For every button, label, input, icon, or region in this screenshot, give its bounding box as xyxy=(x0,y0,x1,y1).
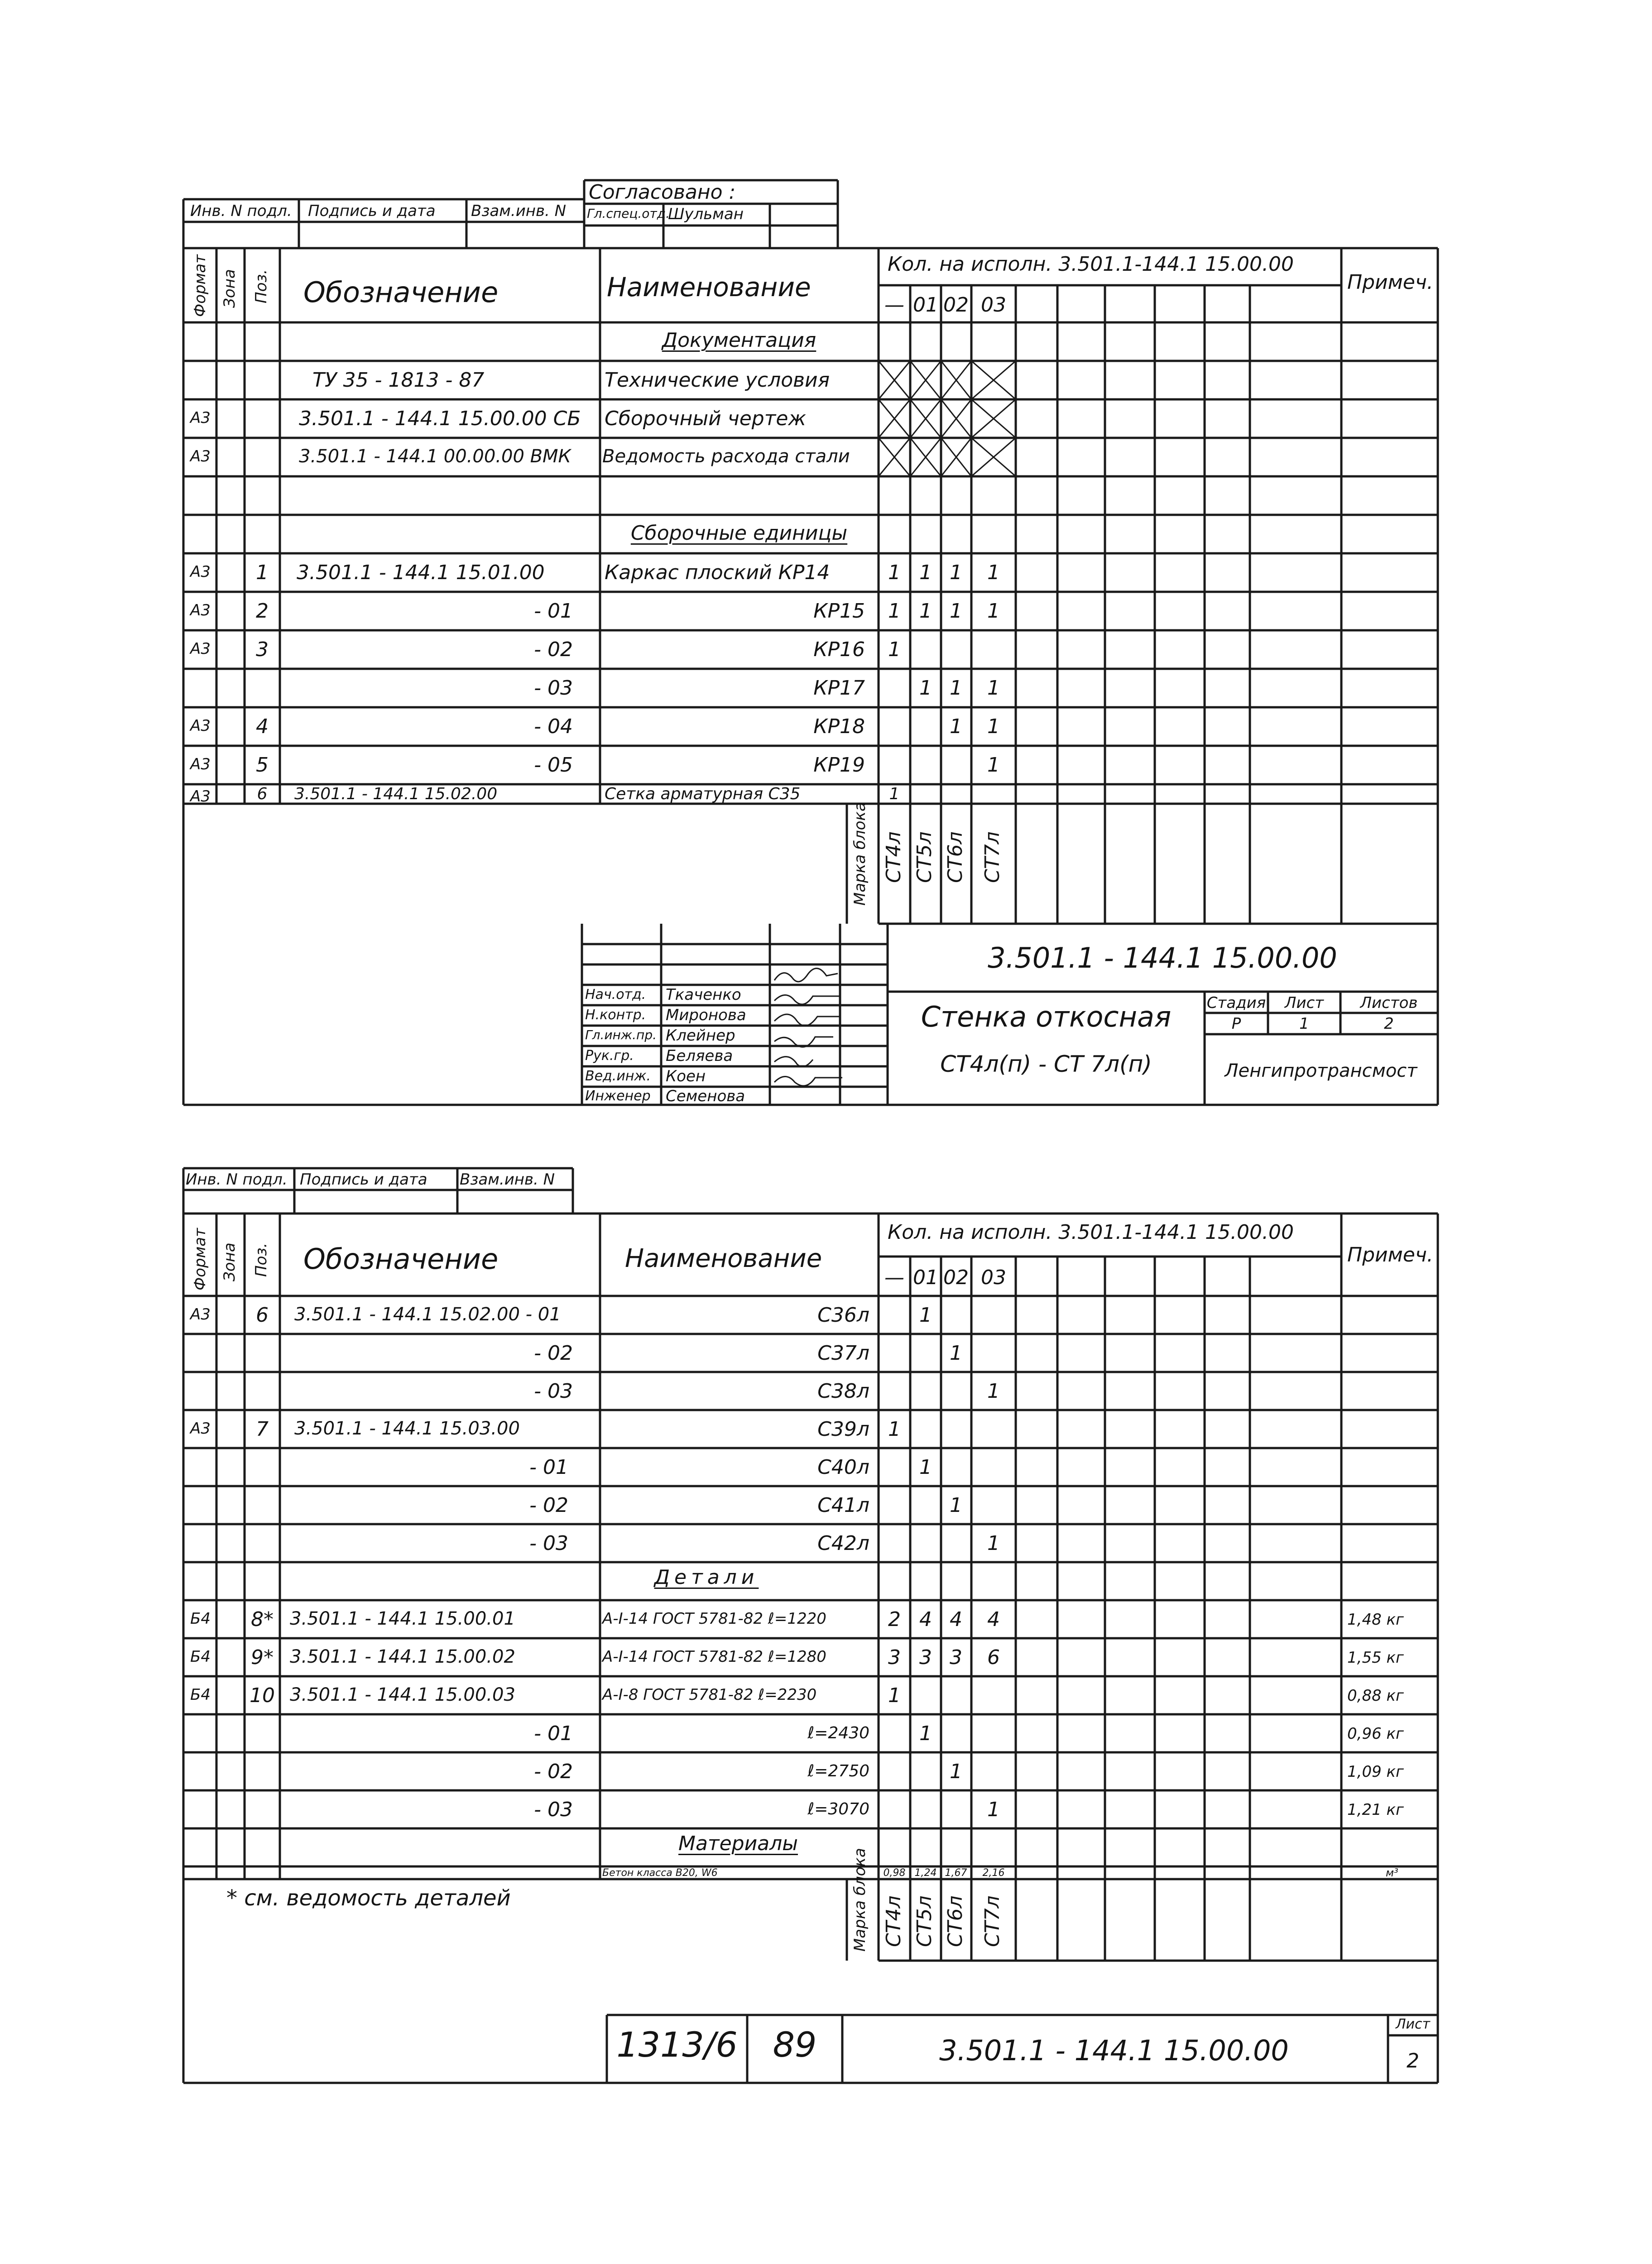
qty-cell: 1 xyxy=(987,676,1000,700)
header-zone: Зона xyxy=(221,269,239,308)
qty-cell: 1 xyxy=(919,1456,932,1479)
qty-cell: 1 xyxy=(919,600,932,623)
sheet-value: 2 xyxy=(1407,2049,1419,2072)
row-designation: - 01 xyxy=(529,1456,568,1479)
row-format: А3 xyxy=(190,409,211,427)
exec-col-3: 03 xyxy=(981,1266,1006,1289)
row-format: Б4 xyxy=(190,1686,211,1704)
row-format: Б4 xyxy=(190,1610,211,1628)
stamp-replace-label: Взам.инв. N xyxy=(471,202,567,220)
qty-cell: 4 xyxy=(950,1608,962,1631)
qty-cell: 2,16 xyxy=(982,1867,1005,1879)
sheets-label: Листов xyxy=(1360,994,1418,1012)
qty-cell: 6 xyxy=(987,1646,1000,1669)
qty-cell: 3 xyxy=(919,1646,932,1669)
stamp-inv-label: Инв. N подл. xyxy=(190,202,292,220)
signer-name: Клейнер xyxy=(666,1026,735,1045)
header-format: Формат xyxy=(191,254,209,317)
exec-col-3: 03 xyxy=(981,293,1006,317)
qty-cell: 1 xyxy=(888,600,901,623)
row-format: А3 xyxy=(190,1305,211,1324)
qty-cell: 1 xyxy=(919,1304,932,1327)
exec-col-1: 01 xyxy=(913,1266,938,1289)
signer-role: Нач.отд. xyxy=(585,987,646,1002)
stamp-replace-label: Взам.инв. N xyxy=(460,1170,555,1189)
row-note: 0,96 кг xyxy=(1347,1725,1404,1743)
qty-cell: 1 xyxy=(950,715,962,738)
qty-cell: 4 xyxy=(919,1608,932,1631)
row-format: А3 xyxy=(190,640,211,658)
row-name: КР18 xyxy=(813,715,865,738)
row-note: 0,88 кг xyxy=(1347,1687,1404,1705)
row-designation: - 01 xyxy=(534,600,573,623)
row-name: ℓ=2750 xyxy=(807,1762,869,1780)
row-name: Сборочный чертеж xyxy=(605,407,807,430)
section-heading: Сборочные единицы xyxy=(630,522,848,545)
header-note: Примеч. xyxy=(1347,1243,1433,1266)
row-pos: 3 xyxy=(256,638,269,661)
crossed-cells xyxy=(879,361,1016,476)
signer-role: Вед.инж. xyxy=(585,1068,651,1084)
qty-cell: 1 xyxy=(987,1798,1000,1821)
registry-number: 1313/6 xyxy=(616,2024,738,2065)
qty-cell: 0,98 xyxy=(883,1867,906,1879)
row-designation: 3.501.1 - 144.1 00.00.00 ВМК xyxy=(299,446,571,467)
org-name: Ленгипротрансмост xyxy=(1225,1060,1417,1081)
qty-cell: 1 xyxy=(987,600,1000,623)
header-name: Наименование xyxy=(607,272,811,302)
marka-item: СТ5л xyxy=(913,1895,936,1947)
row-designation: - 02 xyxy=(534,1342,573,1365)
row-name: С40л xyxy=(817,1456,869,1479)
header-zone: Зона xyxy=(221,1242,239,1281)
header-name: Наименование xyxy=(625,1244,822,1273)
signer-name: Беляева xyxy=(666,1047,733,1065)
signer-role: Гл.инж.пр. xyxy=(585,1027,657,1042)
row-name: КР17 xyxy=(813,676,865,700)
row-designation: 3.501.1 - 144.1 15.01.00 xyxy=(297,561,545,584)
signer-name: Миронова xyxy=(666,1006,746,1024)
qty-cell: 1 xyxy=(987,753,1000,777)
row-name: ℓ=2430 xyxy=(807,1724,869,1742)
section-heading: Документация xyxy=(662,329,816,352)
row-name: А-I-14 ГОСТ 5781-82 ℓ=1220 xyxy=(602,1610,826,1628)
row-name: Сетка арматурная С35 xyxy=(605,785,801,803)
exec-col-0: — xyxy=(884,293,904,317)
row-pos: 6 xyxy=(256,1304,269,1327)
qty-cell: 1,67 xyxy=(945,1867,967,1879)
row-format: А3 xyxy=(190,717,211,735)
row-designation: 3.501.1 - 144.1 15.00.00 СБ xyxy=(299,407,581,430)
row-designation: - 02 xyxy=(534,638,573,661)
row-designation: - 03 xyxy=(534,1380,573,1403)
qty-cell: 1 xyxy=(987,1380,1000,1403)
row-designation: 3.501.1 - 144.1 15.02.00 xyxy=(294,785,498,803)
row-designation: 3.501.1 - 144.1 15.00.01 xyxy=(290,1608,515,1629)
row-pos: 2 xyxy=(256,600,269,623)
marka-item: СТ4л xyxy=(882,1895,905,1947)
row-name: КР19 xyxy=(813,753,865,777)
row-pos: 8* xyxy=(251,1608,274,1631)
stamp-sign-label: Подпись и дата xyxy=(300,1170,427,1189)
title-code: 3.501.1 - 144.1 15.00.00 xyxy=(988,941,1337,974)
qty-cell: 1 xyxy=(987,715,1000,738)
row-note: 1,55 кг xyxy=(1347,1649,1404,1667)
row-pos: 7 xyxy=(256,1418,269,1441)
qty-cell: 1 xyxy=(950,561,962,584)
row-name: С36л xyxy=(817,1304,869,1327)
row-pos: 9* xyxy=(251,1646,274,1669)
stamp-sign-label: Подпись и дата xyxy=(308,202,436,220)
marka-item: СТ6л xyxy=(944,1895,967,1947)
row-name: А-I-14 ГОСТ 5781-82 ℓ=1280 xyxy=(602,1648,826,1666)
row-designation: - 03 xyxy=(534,1798,573,1821)
approval-name: Шульман xyxy=(668,205,744,223)
row-name: С38л xyxy=(817,1380,869,1403)
header-pos: Поз. xyxy=(252,1242,270,1277)
qty-cell: 1 xyxy=(888,1684,901,1707)
title-line1: Стенка откосная xyxy=(921,1000,1172,1033)
qty-cell: 1 xyxy=(888,1418,901,1441)
qty-cell: 1 xyxy=(888,638,901,661)
section-heading: Детали xyxy=(654,1566,759,1589)
footer-code: 3.501.1 - 144.1 15.00.00 xyxy=(939,2034,1289,2067)
row-designation: - 05 xyxy=(534,753,573,777)
qty-cell: 1 xyxy=(889,785,900,803)
qty-cell: 1,24 xyxy=(914,1867,937,1879)
row-format: А3 xyxy=(190,601,211,619)
row-format: А3 xyxy=(190,563,211,581)
row-designation: 3.501.1 - 144.1 15.02.00 - 01 xyxy=(294,1304,561,1325)
row-pos: 6 xyxy=(257,785,268,803)
row-designation: 3.501.1 - 144.1 15.00.03 xyxy=(290,1684,515,1705)
header-format: Формат xyxy=(191,1228,209,1290)
row-designation: - 02 xyxy=(529,1494,568,1517)
qty-cell: 1 xyxy=(950,600,962,623)
qty-cell: 1 xyxy=(888,561,901,584)
row-designation: - 02 xyxy=(534,1760,573,1783)
row-name: С39л xyxy=(817,1418,869,1441)
qty-cell: 3 xyxy=(950,1646,962,1669)
stamp-inv-label: Инв. N подл. xyxy=(186,1170,288,1189)
qty-cell: 1 xyxy=(919,1722,932,1745)
row-format: А3 xyxy=(190,1420,211,1438)
marka-item: СТ7л xyxy=(981,1895,1004,1947)
header-note: Примеч. xyxy=(1347,271,1433,294)
row-name: А-I-8 ГОСТ 5781-82 ℓ=2230 xyxy=(602,1686,817,1704)
signer-name: Ткаченко xyxy=(666,986,741,1004)
row-format: Б4 xyxy=(190,1648,211,1666)
row-pos: 4 xyxy=(256,715,269,738)
qty-cell: 1 xyxy=(987,561,1000,584)
sheet-label: Лист xyxy=(1284,994,1324,1012)
marka-item: СТ6л xyxy=(944,831,967,883)
footnote: * см. ведомость деталей xyxy=(226,1885,511,1911)
sheets-value: 2 xyxy=(1384,1015,1394,1033)
row-note: 1,48 кг xyxy=(1347,1611,1404,1629)
row-name: Технические условия xyxy=(605,369,830,392)
header-qty-title: Кол. на исполн. 3.501.1-144.1 15.00.00 xyxy=(888,253,1294,276)
row-name: Бетон класса В20, W6 xyxy=(602,1867,718,1879)
header-qty-title: Кол. на исполн. 3.501.1-144.1 15.00.00 xyxy=(888,1221,1294,1244)
row-pos: 10 xyxy=(250,1684,275,1707)
signer-name: Коен xyxy=(666,1067,706,1085)
qty-cell: 2 xyxy=(888,1608,901,1631)
qty-cell: 1 xyxy=(987,1532,1000,1555)
stage-label: Стадия xyxy=(1206,994,1266,1012)
row-format: А3 xyxy=(190,447,211,465)
sheet-value: 1 xyxy=(1299,1015,1309,1033)
qty-cell: 1 xyxy=(919,561,932,584)
exec-col-1: 01 xyxy=(913,293,938,317)
signer-role: Н.контр. xyxy=(585,1007,646,1023)
approval-title: Согласовано : xyxy=(589,181,736,204)
marka-item: СТ4л xyxy=(882,831,905,883)
qty-cell: 4 xyxy=(987,1608,1000,1631)
signer-name: Семенова xyxy=(666,1087,745,1105)
row-designation: - 03 xyxy=(529,1532,568,1555)
marka-item: СТ7л xyxy=(981,831,1004,883)
row-designation: - 03 xyxy=(534,676,573,700)
header-designation: Обозначение xyxy=(303,1242,499,1276)
stage-value: Р xyxy=(1231,1015,1241,1033)
qty-cell: 1 xyxy=(950,676,962,700)
signer-role: Рук.гр. xyxy=(585,1048,634,1064)
row-designation: ТУ 35 - 1813 - 87 xyxy=(312,369,485,392)
row-note: 1,21 кг xyxy=(1347,1801,1404,1819)
marka-item: СТ5л xyxy=(913,831,936,883)
qty-cell: 1 xyxy=(919,676,932,700)
approval-role: Гл.спец.отд. xyxy=(587,206,670,221)
row-designation: - 04 xyxy=(534,715,573,738)
qty-cell: 1 xyxy=(950,1760,962,1783)
exec-col-0: — xyxy=(884,1266,904,1289)
section-heading: Материалы xyxy=(678,1832,798,1855)
row-name: КР15 xyxy=(813,600,865,623)
row-name: КР16 xyxy=(813,638,865,661)
header-designation: Обозначение xyxy=(303,276,499,309)
row-designation: 3.501.1 - 144.1 15.03.00 xyxy=(294,1418,520,1439)
row-name: С42л xyxy=(817,1532,869,1555)
row-format: А3 xyxy=(190,755,211,773)
row-note: м³ xyxy=(1386,1866,1398,1879)
exec-col-2: 02 xyxy=(943,1266,969,1289)
qty-cell: 1 xyxy=(950,1494,962,1517)
exec-col-2: 02 xyxy=(943,293,969,317)
row-designation: 3.501.1 - 144.1 15.00.02 xyxy=(290,1646,515,1667)
qty-cell: 3 xyxy=(888,1646,901,1669)
sheet-label: Лист xyxy=(1395,2016,1431,2032)
row-name: С37л xyxy=(817,1342,869,1365)
header-pos: Поз. xyxy=(252,269,270,303)
row-format: А3 xyxy=(190,787,211,806)
title-line2: СТ4л(п) - СТ 7л(п) xyxy=(940,1051,1152,1077)
row-pos: 1 xyxy=(256,561,269,584)
row-name: ℓ=3070 xyxy=(807,1800,869,1818)
row-pos: 5 xyxy=(256,753,269,777)
signer-role: Инженер xyxy=(585,1088,651,1104)
row-name: Ведомость расхода стали xyxy=(602,446,850,467)
row-name: С41л xyxy=(817,1494,869,1517)
row-name: Каркас плоский КР14 xyxy=(605,561,830,584)
page-number: 89 xyxy=(773,2024,817,2065)
row-note: 1,09 кг xyxy=(1347,1763,1404,1781)
marka-label: Марка блока xyxy=(851,1848,869,1952)
row-designation: - 01 xyxy=(534,1722,573,1745)
marka-label: Марка блока xyxy=(851,802,869,906)
qty-cell: 1 xyxy=(950,1342,962,1365)
